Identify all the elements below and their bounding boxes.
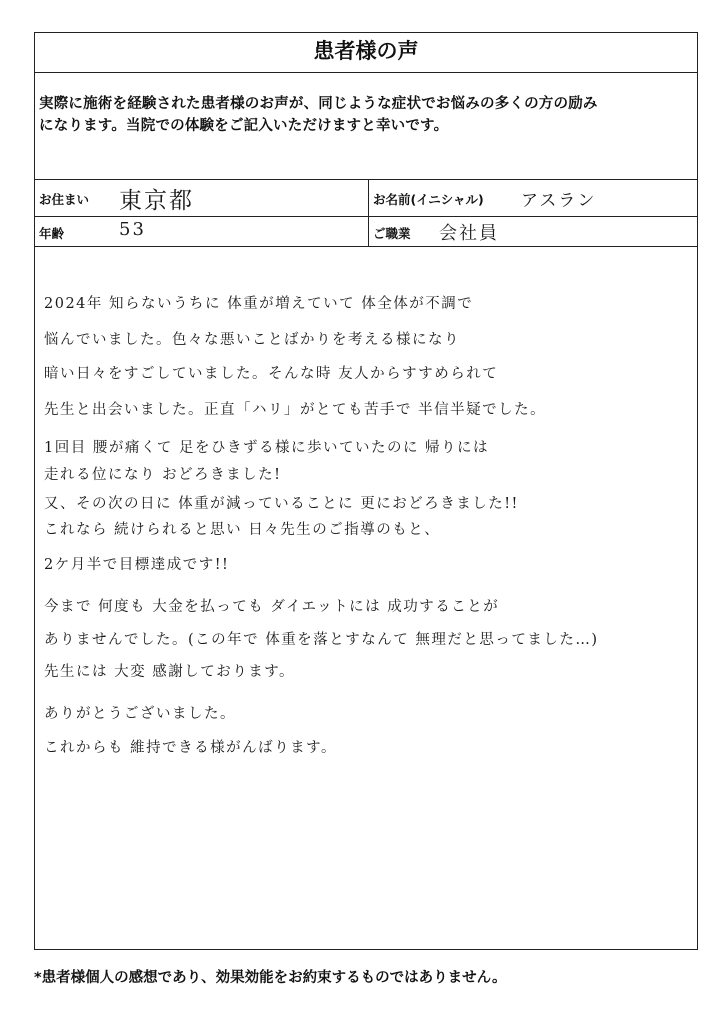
testimonial-line: 暗い日々をすごしていました。そんな時 友人からすすめられて (44, 366, 499, 382)
testimonial-line: 悩んでいました。色々な悪いことばかりを考える様になり (44, 332, 460, 348)
testimonial-line: これからも 維持できる様がんばります。 (44, 740, 337, 756)
testimonial-line: 今まで 何度も 大金を払っても ダイエットには 成功することが (44, 599, 500, 615)
testimonial-line: 走れる位になり おどろきました! (44, 467, 282, 483)
testimonial-line: 2ケ月半で目標達成です!! (44, 557, 230, 573)
testimonial-line: これなら 続けられると思い 日々先生のご指導のもと、 (44, 522, 441, 538)
name-value: アスラン (521, 191, 597, 211)
form-intro (39, 93, 695, 137)
testimonial-line: 先生には 大変 感謝しております。 (44, 664, 296, 680)
job-label: ご職業 (373, 226, 411, 241)
testimonial-line: ありませんでした。(この年で 体重を落とすなんて 無理だと思ってました…) (44, 632, 599, 648)
address-label: お住まい (39, 192, 90, 207)
address-value: 東京都 (119, 188, 194, 214)
field-divider (368, 180, 369, 216)
field-divider (368, 217, 369, 246)
age-label: 年齢 (39, 226, 65, 241)
testimonial-line: 先生と出会いました。正直「ハリ」がとても苦手で 半信半疑でした。 (44, 402, 547, 418)
age-value: 53 (119, 219, 146, 240)
job-value: 会社員 (439, 223, 499, 244)
info-row-address-name (35, 179, 697, 217)
testimonial-form (34, 32, 698, 950)
testimonial-line: 1回目 腰が痛くて 足をひきずる様に歩いていたのに 帰りには (44, 440, 490, 456)
testimonial-line: 2024年 知らないうちに 体重が増えていて 体全体が不調で (44, 296, 474, 312)
testimonial-line: ありがとうございました。 (44, 706, 236, 722)
name-label: お名前(イニシャル) (373, 192, 484, 207)
intro-line-1: 実際に施術を経験された患者様のお声が、同じような症状でお悩みの多くの方の励み (39, 96, 598, 112)
disclaimer-footnote: *患者様個人の感想であり、効果効能をお約束するものではありません。 (34, 970, 507, 986)
testimonial-line: 又、その次の日に 体重が減っていることに 更におどろきました!! (44, 496, 519, 512)
form-title: 患者様の声 (35, 33, 697, 73)
info-row-age-job (35, 217, 697, 247)
intro-line-2: になります。当院での体験をご記入いただけますと幸いです。 (39, 118, 449, 134)
